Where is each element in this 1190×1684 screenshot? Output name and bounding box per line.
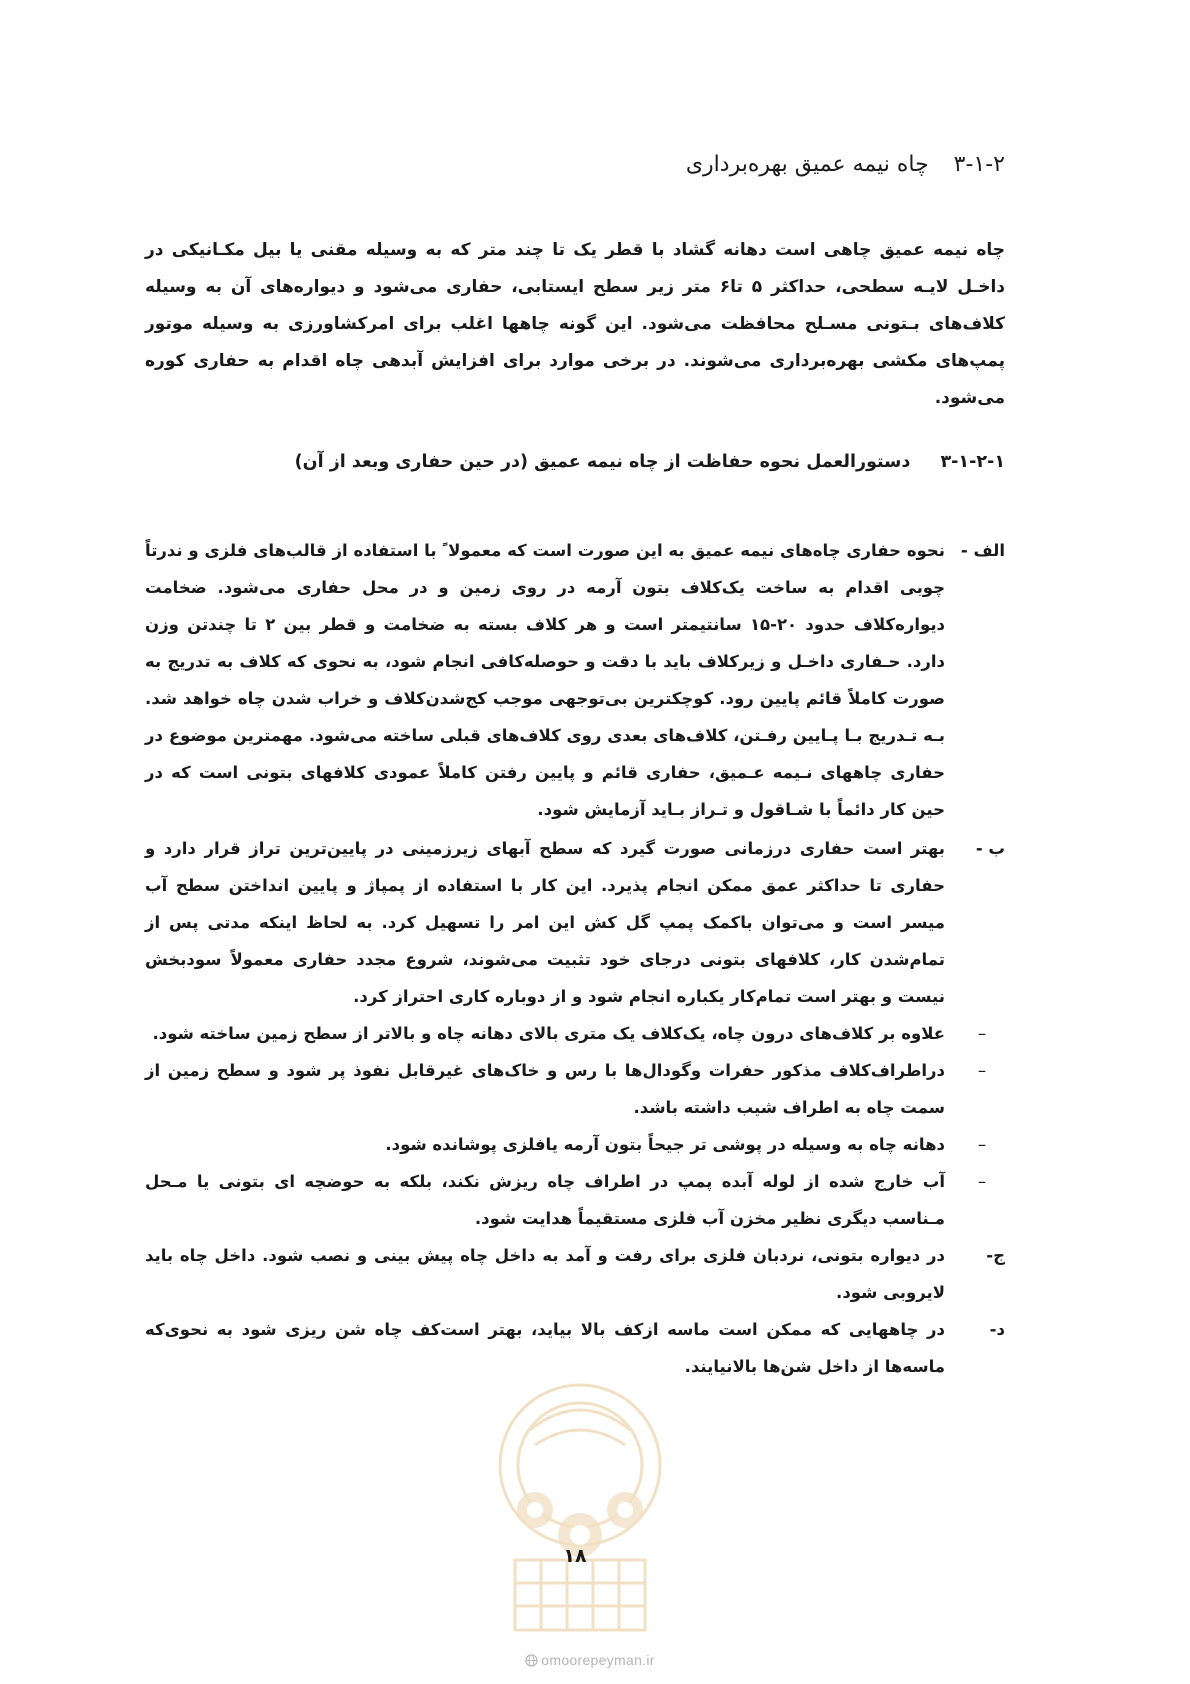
list-marker: ب - <box>975 839 1005 858</box>
dash-item <box>145 1163 1005 1237</box>
list-item-text: نحوه حفاری چاه‌های نیمه عمیق به این صورت است که معمولا ً با استفاده از قالب‌های فلزی و ندرتاً چوبی اقدام به ساخت یک‌کلاف بتون آرمه در روی زمین و در محل حفاری می‌شود. ضخامت دیواره‌کلاف حدود ۲۰-۱۵ سانتیمتر است و هر کلاف بسته به ضخامت و قطر بین ۲ تا چندتن وزن دارد. حـفاری داخـل و زیرکلاف باید با دقت و حوصله‌کافی انجام شود، به نحوی که کلاف به تدریج به صورت کاملاً قائم پایین رود. کوچکترین بی‌توجهی موجب کج‌شدن‌کلاف و خراب شدن چاه خواهد شد. بـه تـدریج بـا پـایین رفـتن، کلاف‌های بعدی روی کلاف‌های قبلی ساخته می‌شود. مهمترین موضوع در حفاری چاههای نـیمه عـمیق، حفاری قائم و پایین رفتن کاملاً عمودی کلافهای بتونی است که در حین کار دائماً با شـاقول و تـراز بـاید آزمایش شود. <box>145 541 945 819</box>
list-marker: ج- <box>986 1246 1005 1265</box>
globe-icon <box>525 1654 538 1667</box>
dash-marker: – <box>977 1135 987 1154</box>
list-item-be <box>145 830 1005 1015</box>
subsection-heading <box>145 452 1005 472</box>
subsection-title: دستورالعمل نحوه حفاظت از چاه نیمه عمیق (در حین حفاری وبعد از آن) <box>294 452 911 472</box>
subsection-number: ۳-۱-۲-۱ <box>940 452 1005 472</box>
list-item-alef <box>145 532 1005 828</box>
instruction-list <box>145 532 1005 1385</box>
section-title: چاه نیمه عمیق بهره‌برداری <box>685 152 929 177</box>
dash-marker: – <box>977 1172 987 1191</box>
intro-paragraph: چاه نیمه عمیق چاهی است دهانه گشاد با قطر یک تا چند متر که به وسیله مقنی یا بیل مکـانیکی در داخـل لایـه سطحی، حداکثر ۵ تا۶ متر زیر سطح ایستابی، حفاری می‌شود و دیواره‌های آن به وسیله کلاف‌های بـتونی مسـلح محافظت می‌شود. این گونه چاهها اغلب برای امرکشاورزی به وسیله موتور پمپ‌های مکشی بهره‌برداری می‌شوند. در برخی موارد برای افزایش آبدهی چاه اقدام به حفاری کوره می‌شود. <box>145 240 1006 408</box>
dash-item-text: آب خارج شده از لوله آبده پمپ در اطراف چاه ریزش نکند، بلکه به حوضچه ای بتونی یا مـحل مـناسب دیگری نظیر مخزن آب فلزی مستقیماً هدایت شود. <box>145 1172 945 1228</box>
section-heading <box>305 152 1005 177</box>
dash-item-text: دهانه چاه به وسیله در پوشی تر جیحاً بتون آرمه یافلزی پوشانده شود. <box>385 1135 945 1154</box>
dash-item <box>145 1126 1005 1163</box>
section-number: ۳-۱-۲ <box>953 152 1005 177</box>
page-number: ۱۸ <box>563 1545 587 1567</box>
site-url: omoorepeyman.ir <box>541 1652 655 1668</box>
list-marker: الف - <box>960 541 1005 560</box>
list-item-text: در چاههایی که ممکن است ماسه ازکف بالا بیاید، بهتر است‌کف چاه شن ریزی شود به نحوی‌که ماسه‌ها از داخل شن‌ها بالانیایند. <box>145 1320 945 1376</box>
dash-item-text: دراطراف‌کلاف مذکور حفرات وگودال‌ها با رس و خاک‌های غیرقابل نفوذ پر شود و سطح زمین از سمت چاه به اطراف شیب داشته باشد. <box>145 1061 945 1117</box>
dash-item-text: علاوه بر کلاف‌های درون چاه، یک‌کلاف یک متری بالای دهانه چاه و بالاتر از سطح زمین ساخته شود. <box>152 1024 945 1043</box>
list-item-text: در دیواره بتونی، نردبان فلزی برای رفت و آمد به داخل چاه پیش بینی و نصب شود. داخل چاه باید لایروبی شود. <box>145 1246 945 1302</box>
dash-item <box>145 1052 1005 1126</box>
list-item-jim <box>145 1237 1005 1311</box>
list-marker: د- <box>989 1320 1005 1339</box>
site-watermark <box>490 1652 690 1668</box>
list-item-text: بهتر است حفاری درزمانی صورت گیرد که سطح آبهای زیرزمینی در پایین‌ترین تراز قرار دارد و حفاری تا حداکثر عمق ممکن انجام پذیرد. این کار با استفاده از پمپاژ و پایین انداختن سطح آب میسر است و می‌توان باکمک پمپ گل کش این امر را تسهیل کرد. به لحاظ اینکه مدتی پس از تمام‌شدن کار، کلافهای بتونی درجای خود تثبیت می‌شوند، شروع مجدد حفاری معمولاً سودبخش نیست و بهتر است تمام‌کار یکباره انجام شود و از دوباره کاری احتراز کرد. <box>145 839 945 1006</box>
dash-marker: – <box>977 1024 987 1043</box>
dash-item <box>145 1015 1005 1052</box>
publisher-emblem-watermark <box>475 1370 685 1640</box>
dash-marker: – <box>977 1061 987 1080</box>
